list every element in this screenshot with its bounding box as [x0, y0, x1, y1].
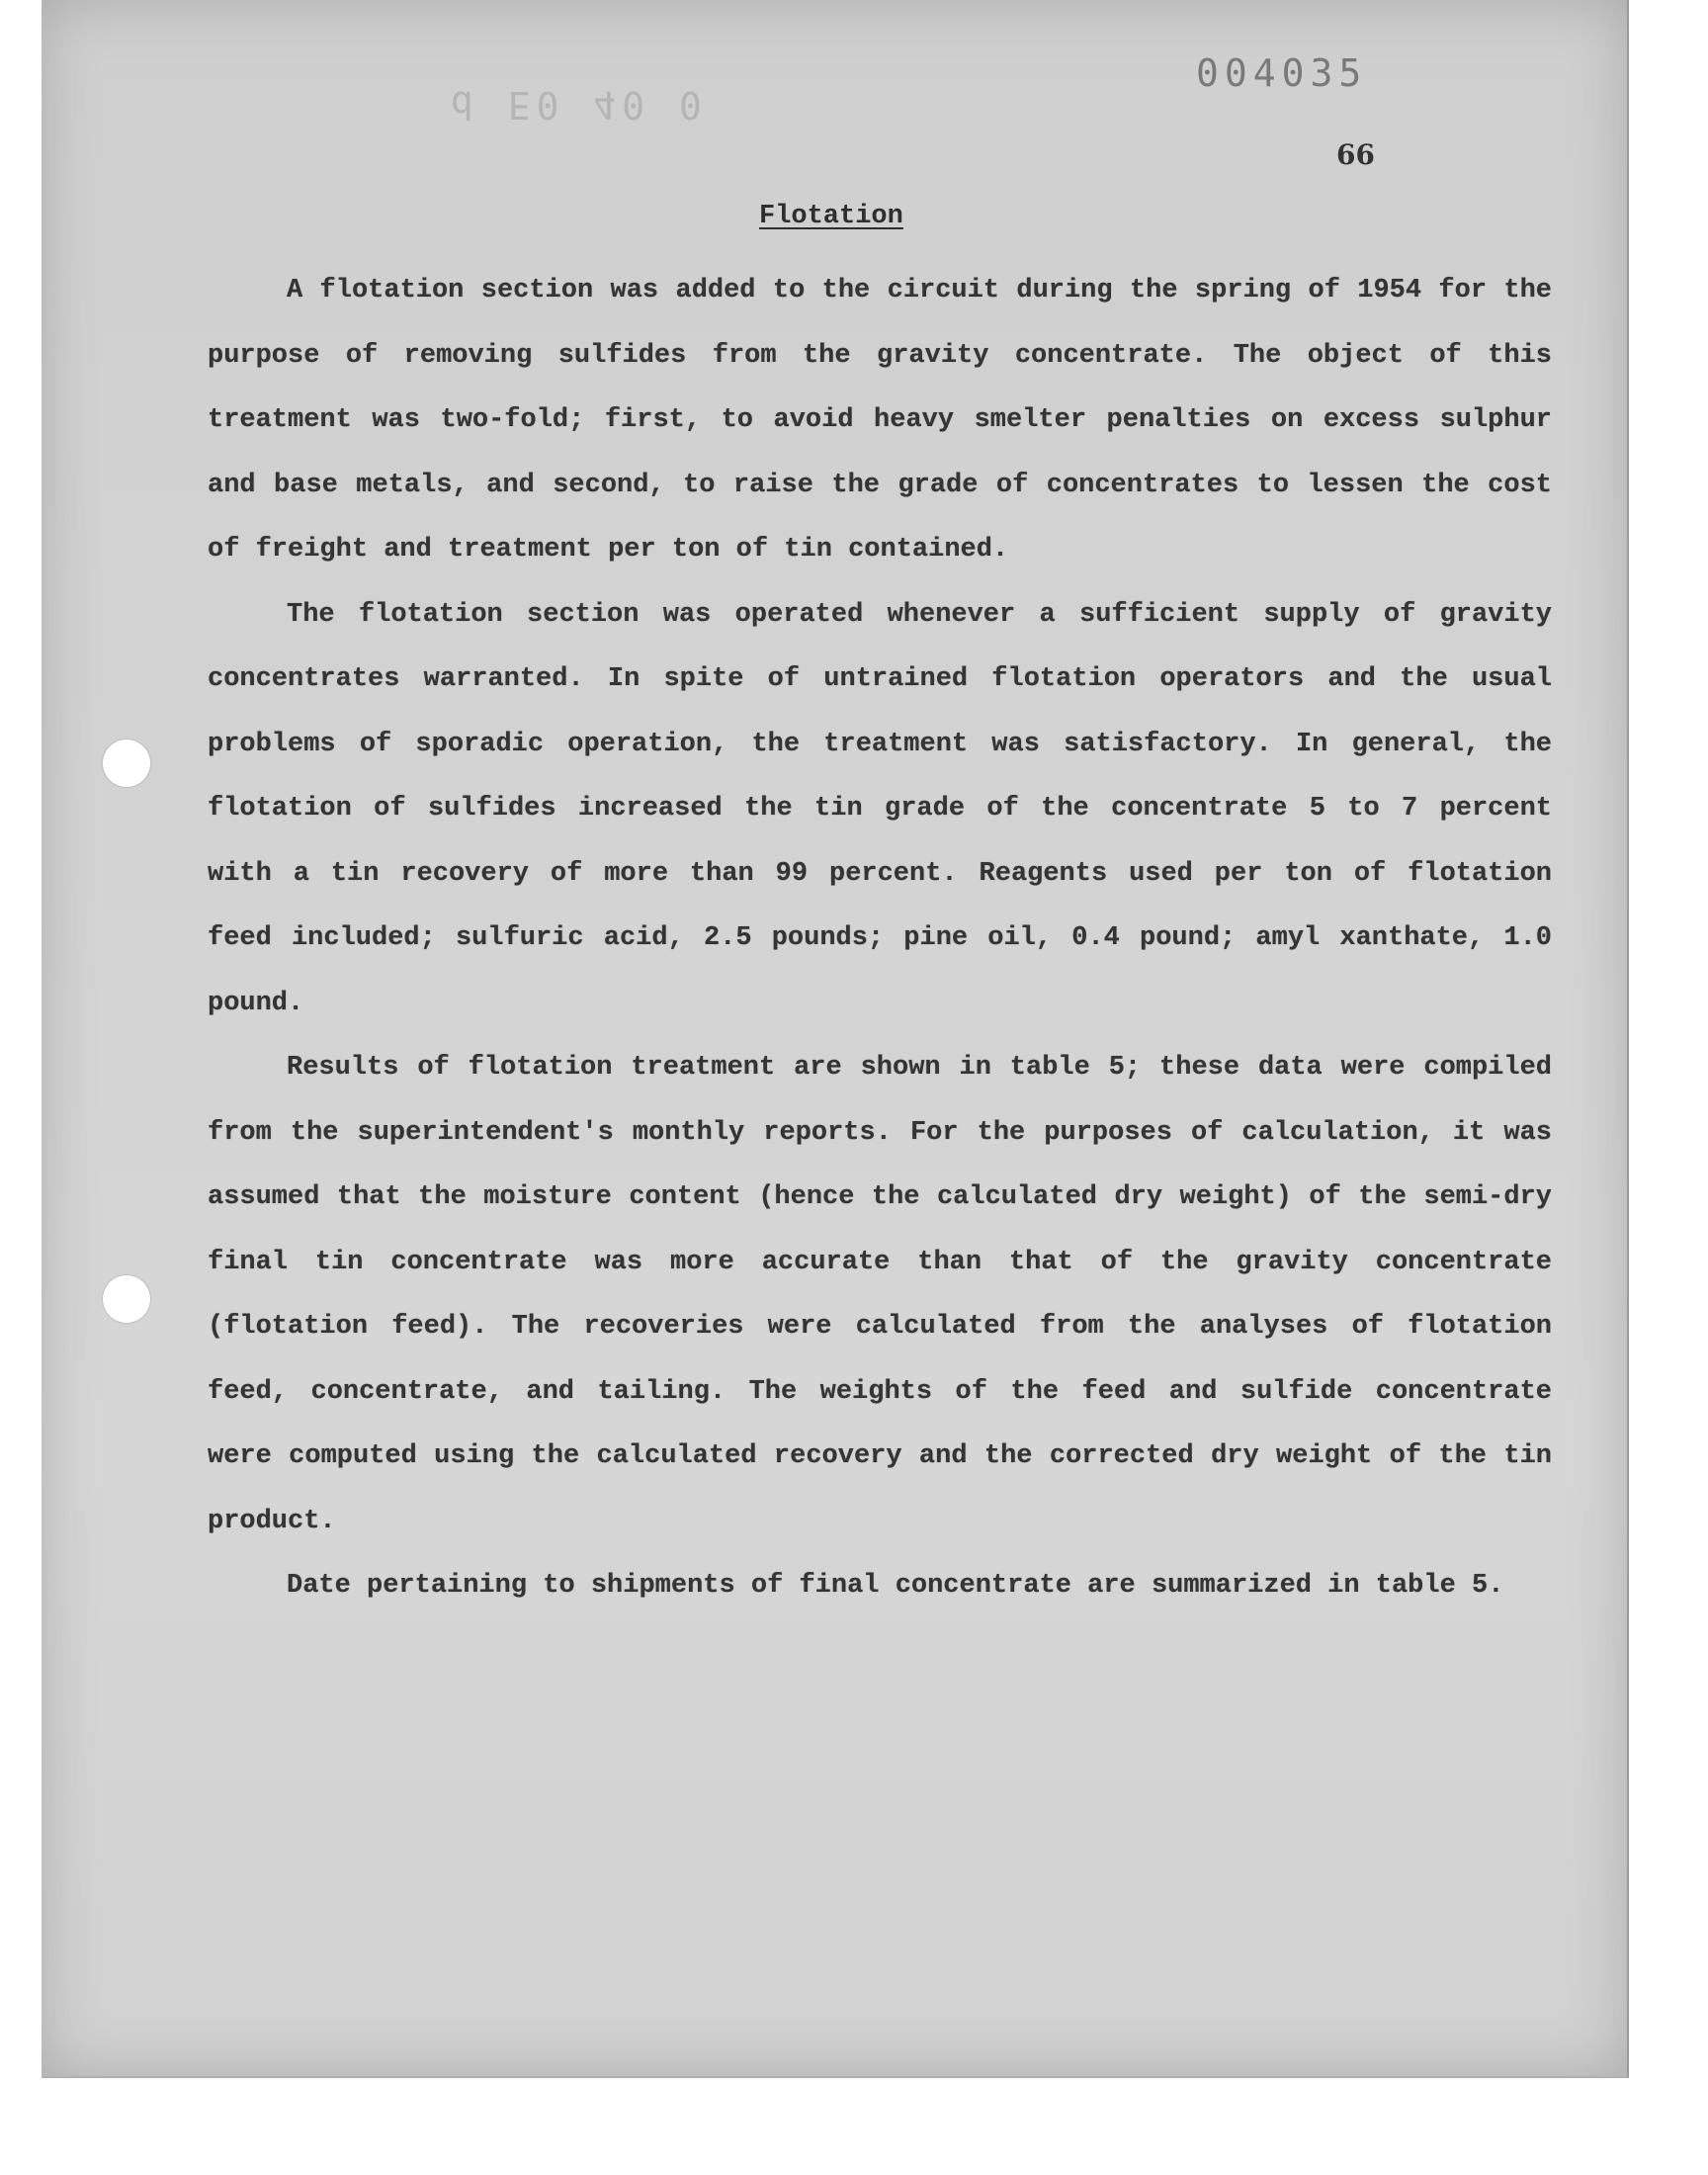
body-text	[208, 259, 1552, 1619]
bottom-margin	[0, 2078, 1708, 2175]
paragraph-1: A flotation section was added to the circuit during the spring of 1954 for the purpose of removing sulfides from the gravity concentrate. The object of this treatment was two-fold; first, to avoid heavy smelter penalties on excess sulphur and base metals, and second, to raise the grade of concentrates to lessen the cost of freight and treatment per ton of tin contained.	[208, 276, 1552, 565]
paragraph-4: Date pertaining to shipments of final concentrate are summarized in table 5.	[287, 1571, 1504, 1601]
mirrored-bleed-through-stamp: d E0 40 0	[451, 83, 708, 127]
punch-hole-upper	[103, 740, 150, 787]
paragraph-2: The flotation section was operated whenever a sufficient supply of gravity concentrates warranted. In spite of untrained flotation operators and the usual problems of sporadic operation, the treatment was satisfactory. In general, the flotation of sulfides increased the tin grade of the concentrate 5 to 7 percent with a tin recovery of more than 99 percent. Reagents used per ton of flotation feed included; sulfuric acid, 2.5 pounds; pine oil, 0.4 pound; amyl xanthate, 1.0 pound.	[208, 599, 1552, 1018]
page-number: 66	[1336, 138, 1375, 171]
paragraph-3: Results of flotation treatment are shown in table 5; these data were compiled from the superintendent's monthly reports. For the purposes of calculation, it was assumed that the moisture content (hence the calculated dry weight) of the semi-dry final tin concentrate was more accurate than that of the gravity concentrate (flotation feed). The recoveries were calculated from the analyses of flotation feed, concentrate, and tailing. The weights of the feed and sulfide concentrate were computed using the calculated recovery and the corrected dry weight of the tin product.	[208, 1053, 1552, 1536]
section-title: Flotation	[759, 202, 903, 231]
punch-hole-lower	[103, 1275, 150, 1323]
document-number-stamp: 004035	[1196, 51, 1368, 95]
